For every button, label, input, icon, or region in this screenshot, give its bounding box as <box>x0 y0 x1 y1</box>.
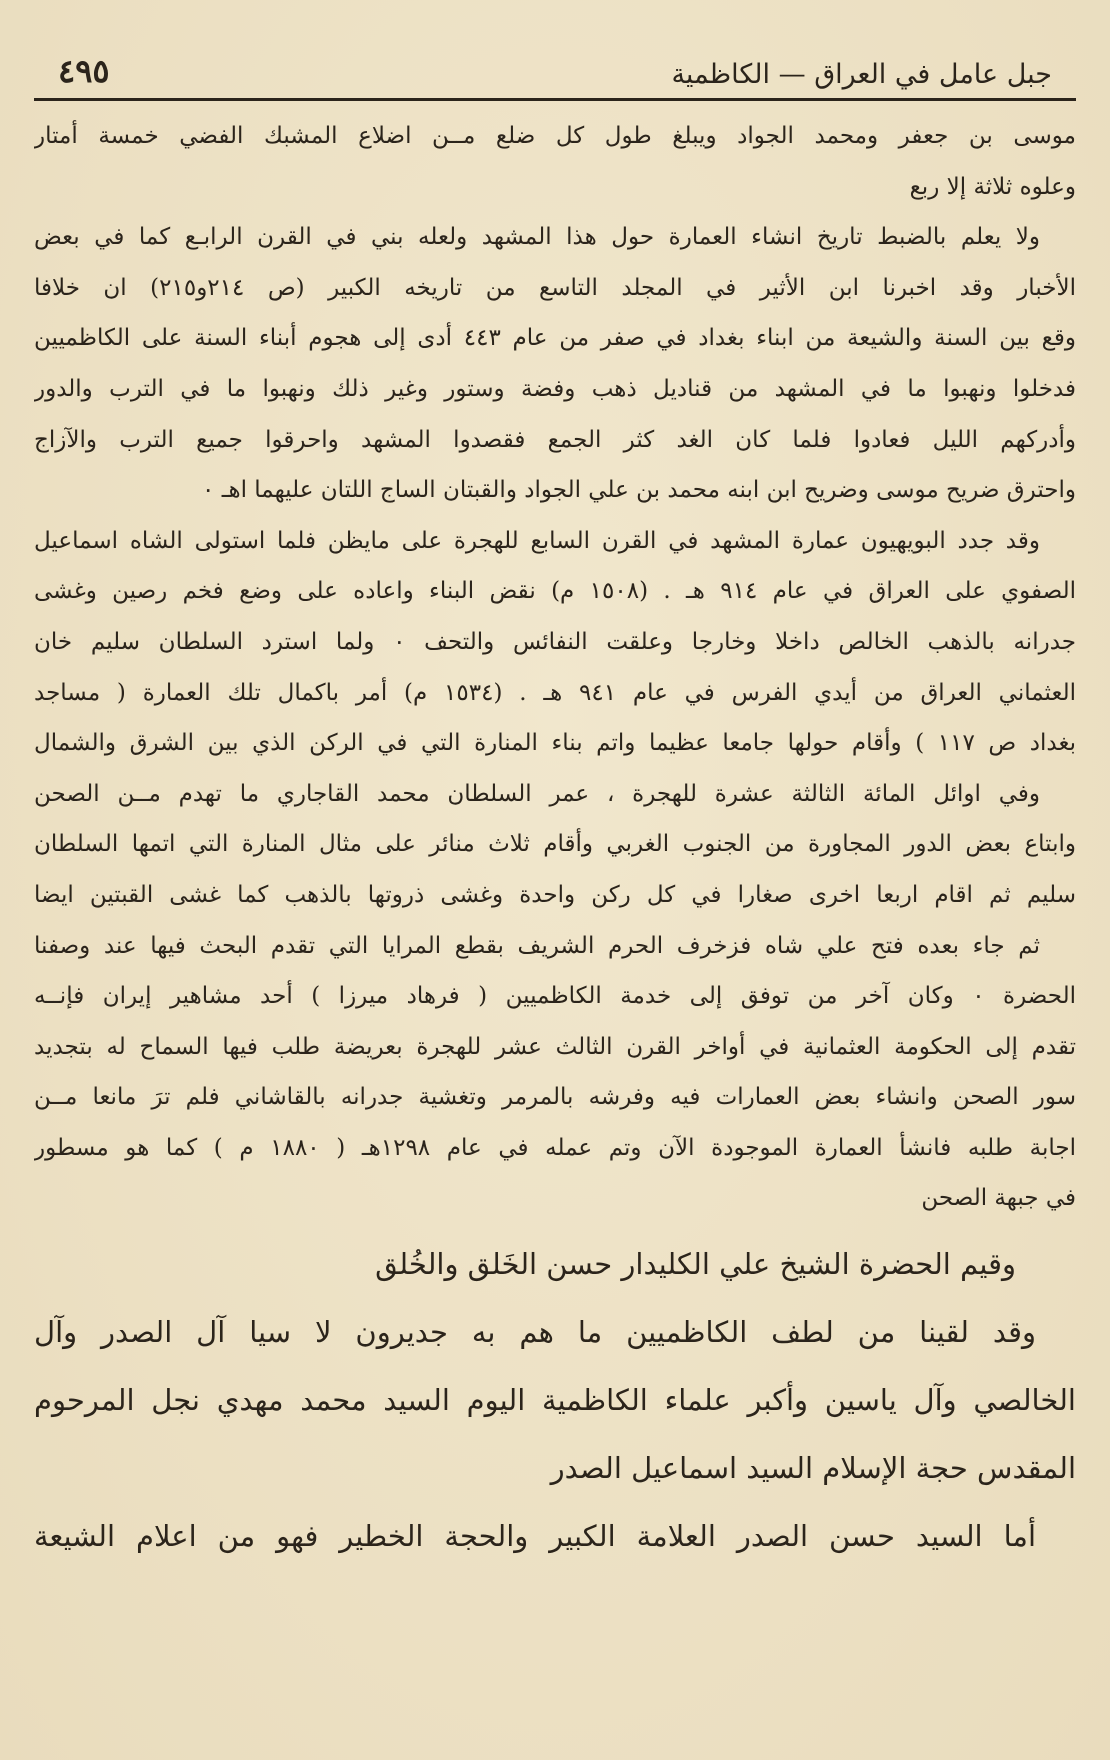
text-line: ولا يعلم بالضبط تاريخ انشاء العمارة حول هذا المشهد ولعله بني في القرن الرابـع كما في بعض <box>34 224 1040 251</box>
text-line: العثماني العراق من أيدي الفرس في عام ٩٤١ هـ . (١٥٣٤ م) أمر باكمال تلك العمارة ( مساجد <box>34 679 1076 706</box>
text-line: تقدم إلى الحكومة العثمانية في أواخر القرن الثالث عشر للهجرة بعريضة طلب فيها السماح له بتجديد <box>34 1033 1076 1060</box>
text-line: في جبهة الصحن <box>921 1185 1076 1212</box>
text-line-large: وقد لقينا من لطف الكاظميين ما هم به جديرون لا سيا آل الصدر وآل <box>34 1315 1036 1350</box>
running-title: جبل عامل في العراق — الكاظمية <box>671 59 1052 90</box>
text-line-large: أما السيد حسن الصدر العلامة الكبير والحجة الخطير فهو من اعلام الشيعة <box>34 1519 1036 1554</box>
text-line: وقع بين السنة والشيعة من ابناء بغداد في صفر من عام ٤٤٣ أدى إلى هجوم أبناء السنة على الكاظميين <box>34 325 1076 352</box>
text-line: ثم جاء بعده فتح علي شاه فزخرف الحرم الشريف بقطع المرايا التي تقدم البحث فيها عند وصفنا <box>34 932 1040 959</box>
text-line: سور الصحن وانشاء بعض العمارات فيه وفرشه بالمرمر وتغشية جدرانه بالقاشاني فلم ترَ مانعا مــن <box>34 1084 1076 1111</box>
page-number: ٤٩٥ <box>58 52 110 90</box>
text-line-large: الخالصي وآل ياسين وأكبر علماء الكاظمية اليوم السيد محمد مهدي نجل المرحوم <box>34 1383 1076 1418</box>
text-line: وقد جدد البويهيون عمارة المشهد في القرن السابع للهجرة على مايظن فلما استولى الشاه اسماعيل <box>34 527 1040 554</box>
text-line: وأدركهم الليل فعادوا فلما كان الغد كثر الجمع فقصدوا المشهد واحرقوا جميع الترب والآزاج <box>34 426 1076 453</box>
text-line: سليم ثم اقام اربعا اخرى صغارا في كل ركن واحدة وغشى ذروتها بالذهب كما غشى القبتين ايضا <box>34 881 1076 908</box>
text-line-large: وقيم الحضرة الشيخ علي الكليدار حسن الخَلق والخُلق <box>375 1247 1016 1282</box>
header-rule <box>34 98 1076 101</box>
body-text-large <box>34 1230 1076 1570</box>
text-line: وفي اوائل المائة الثالثة عشرة للهجرة ، عمر السلطان محمد القاجاري ما تهدم مــن الصحن <box>34 780 1040 807</box>
text-line: موسى بن جعفر ومحمد الجواد ويبلغ طول كل ضلع مــن اضلاع المشبك الفضي خمسة أمتار <box>34 123 1076 149</box>
text-line: الأخبار وقد اخبرنا ابن الأثير في المجلد التاسع من تاريخه الكبير (ص ٢١٤و٢١٥) ان خلافا <box>34 274 1076 301</box>
text-line-large: المقدس حجة الإسلام السيد اسماعيل الصدر <box>550 1451 1076 1486</box>
text-line: واحترق ضريح موسى وضريح ابن ابنه محمد بن علي الجواد والقبتان الساج اللتان عليهما اهـ ٠ <box>202 477 1076 504</box>
text-line: وابتاع بعض الدور المجاورة من الجنوب الغربي وأقام ثلاث منائر على مثال المنارة التي اتمها السلطان <box>34 831 1076 858</box>
text-line: اجابة طلبه فانشأ العمارة الموجودة الآن وتم عمله في عام ١٢٩٨هـ ( ١٨٨٠ م ) كما هو مسطور <box>34 1134 1076 1161</box>
text-line: الحضرة ٠ وكان آخر من توفق إلى خدمة الكاظميين ( فرهاد ميرزا ) أحد مشاهير إيران فإنــه <box>34 983 1076 1010</box>
text-line: الصفوي على العراق في عام ٩١٤ هـ . (١٥٠٨ م) نقض البناء واعاده على وضع فخم رصين وغشى <box>34 578 1076 605</box>
text-line: فدخلوا ونهبوا ما في المشهد من قناديل ذهب وفضة وستور وغير ذلك ونهبوا ما في الترب والدور <box>34 375 1076 402</box>
body-text-small <box>34 111 1076 1224</box>
page-header <box>34 40 1076 90</box>
text-line: بغداد ص ١١٧ ) وأقام حولها جامعا عظيما واتم بناء المنارة التي في الركن الذي بين الشرق والشمال <box>34 730 1076 757</box>
text-line: جدرانه بالذهب الخالص داخلا وخارجا وعلقت النفائس والتحف ٠ ولما استرد السلطان سليم خان <box>34 628 1076 655</box>
text-line: وعلوه ثلاثة إلا ربع <box>909 173 1076 200</box>
